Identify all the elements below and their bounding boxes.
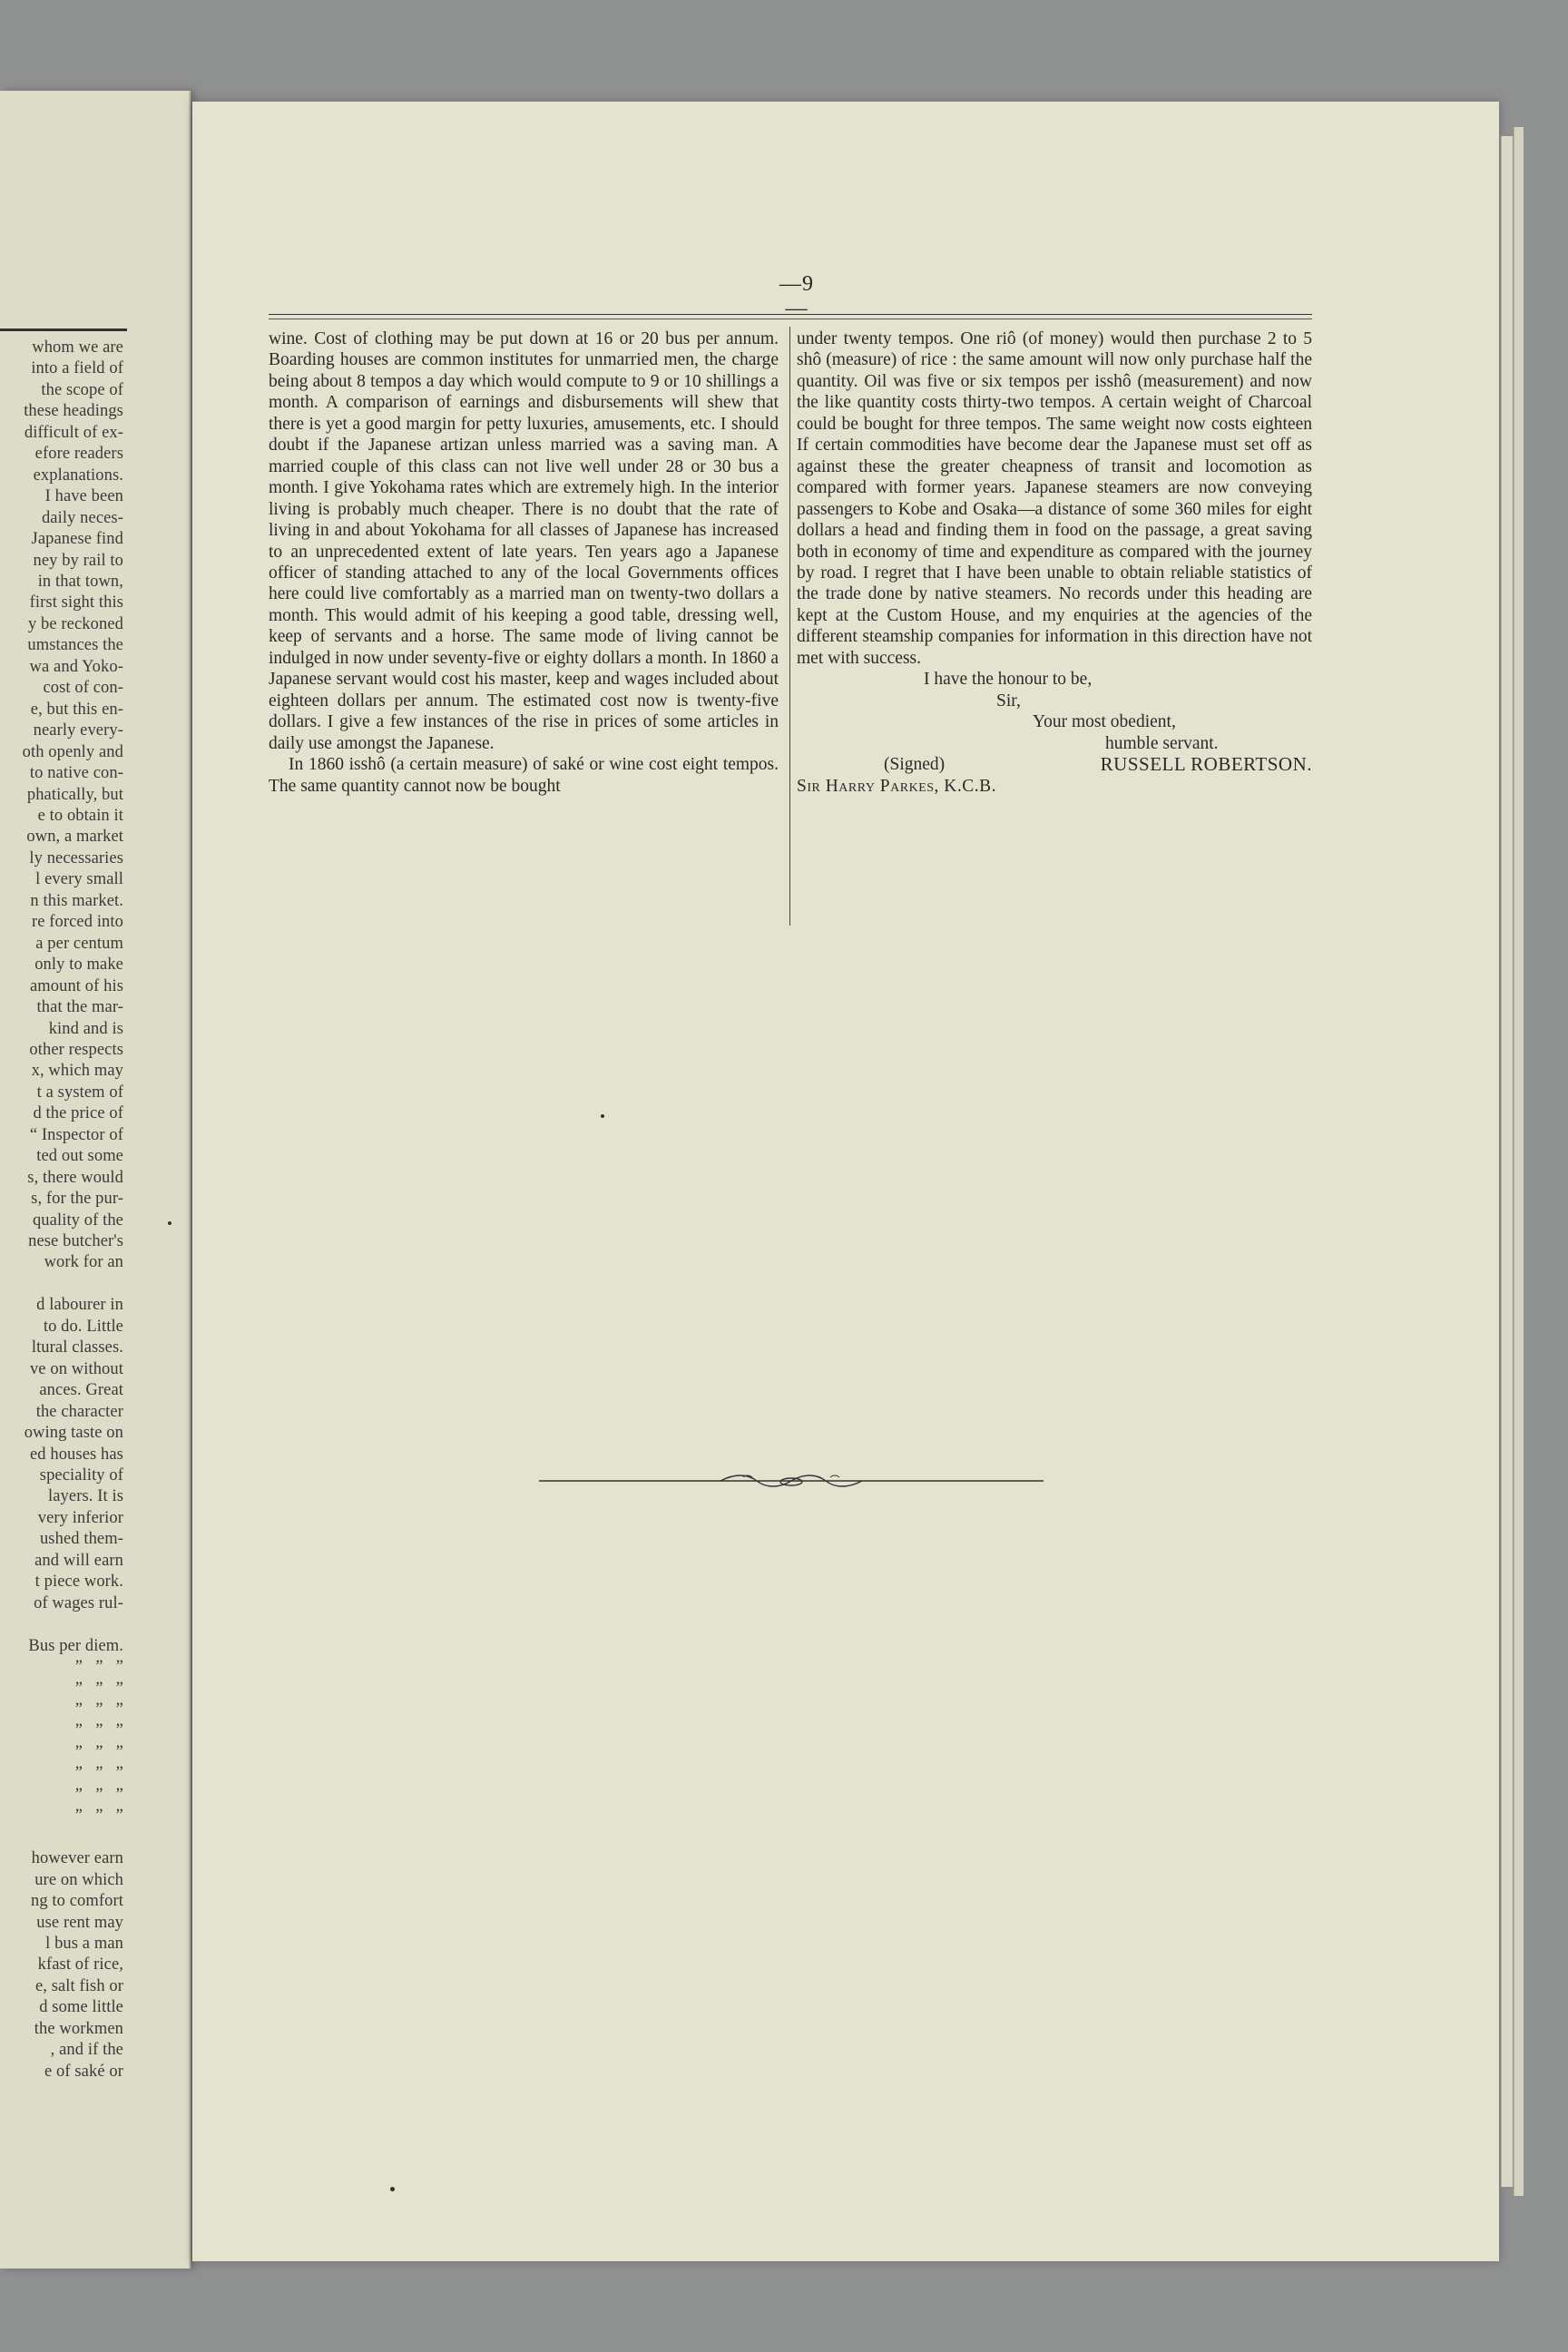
previous-page-line: l bus a man: [45, 1934, 123, 1953]
previous-page-line: that the mar-: [36, 998, 123, 1017]
previous-page-line: d some little: [39, 1998, 123, 2017]
previous-page-line: ure on which: [34, 1870, 123, 1889]
previous-page-line: kfast of rice,: [37, 1955, 123, 1975]
closing-sir: Sir,: [996, 691, 1021, 710]
previous-page-line: the workmen: [34, 2019, 123, 2038]
previous-page-line: s, for the pur-: [31, 1190, 123, 1209]
previous-page-line: x, which may: [31, 1062, 123, 1081]
previous-page-line: very inferior: [37, 1508, 123, 1527]
signed-label: (Signed): [884, 755, 946, 775]
previous-page-line: other respects: [29, 1040, 123, 1059]
previous-page-line: to do. Little: [43, 1317, 123, 1336]
previous-page-line: quality of the: [32, 1210, 123, 1230]
previous-page-line: the character: [35, 1402, 123, 1421]
previous-page-line: layers. It is: [48, 1487, 123, 1506]
previous-page-line: only to make: [34, 956, 123, 975]
previous-page-line: use rent may: [36, 1913, 123, 1932]
previous-page-line: [0, 1828, 123, 1848]
previous-page-line: daily neces-: [41, 508, 123, 527]
previous-page-line: ushed them-: [39, 1530, 123, 1549]
paper-speck: [601, 1114, 604, 1118]
previous-page-line: cost of con-: [43, 679, 123, 698]
previous-page-line: t a system of: [36, 1083, 123, 1102]
previous-page-line: difficult of ex-: [24, 423, 123, 442]
previous-page-line: [0, 1274, 123, 1295]
paragraph: In 1860 isshô (a certain measure) of saké or wine cost eight tempos. The same quantity cannot now be bought: [269, 755, 779, 796]
page-edge: [1514, 127, 1524, 2196]
previous-page-line: ted out some: [36, 1147, 123, 1166]
left-column: [269, 328, 779, 797]
letter-closing: [797, 669, 1312, 797]
header-rule-thin: [269, 318, 1312, 319]
previous-page-line: these headings: [24, 402, 123, 421]
previous-page-line: l every small: [35, 870, 123, 889]
previous-page-line: umstances the: [27, 636, 123, 655]
previous-page-line: nese butcher's: [28, 1232, 123, 1251]
previous-page-line: e, salt fish or: [34, 1976, 123, 1995]
previous-page-line: ve on without: [29, 1359, 123, 1378]
previous-page-fragment: [0, 91, 191, 2269]
previous-page-line: e, but this en-: [30, 700, 123, 719]
previous-page-line: owing taste on: [24, 1424, 123, 1443]
paper-speck: [168, 1221, 172, 1225]
page-number: —9—: [779, 272, 814, 320]
previous-page-line: ed houses has: [29, 1445, 123, 1464]
previous-page-line: work for an: [44, 1253, 123, 1272]
previous-page-line: and will earn: [34, 1551, 123, 1570]
previous-page-line: e of saké or: [44, 2062, 123, 2081]
previous-page-line: kind and is: [48, 1019, 123, 1038]
previous-page-line: speciality of: [39, 1466, 123, 1485]
previous-page-line: re forced into: [31, 913, 123, 932]
previous-page-line: first sight this: [29, 593, 123, 612]
previous-page-line: oth openly and: [22, 742, 123, 761]
closing-humble: humble servant.: [1105, 733, 1219, 753]
closing-obedient: Your most obedient,: [1033, 712, 1176, 732]
previous-page-line: ” ” ”: [74, 1700, 123, 1719]
previous-page-line: ” ” ”: [74, 1679, 123, 1698]
previous-page-line: a per centum: [35, 934, 123, 953]
previous-page-line: the scope of: [41, 380, 123, 399]
previous-page-line: ” ” ”: [74, 1721, 123, 1740]
paper-speck: [390, 2187, 395, 2191]
previous-page-line: ” ” ”: [74, 1807, 123, 1826]
previous-page-line: ” ” ”: [74, 1764, 123, 1783]
ornamental-divider: [539, 1470, 1044, 1492]
previous-page-line: efore readers: [34, 445, 123, 464]
previous-page-line: own, a market: [26, 828, 123, 847]
previous-page-line: e to obtain it: [37, 806, 123, 825]
paragraph: wine. Cost of clothing may be put down at 16 or 20 bus per annum. Boarding houses are common institutes for unmarried men, the charge being about 8 tempos a day which would compute to 9 or 10 shillings a month. A comparison of earnings and disbursements will shew that there is yet a good margin for petty luxuries, amusements, etc. I should doubt if the Japanese artizan unless married was a saving man. A married couple of this class can not live well under 28 or 30 bus a month. I give Yokohama rates which are extremely high. In the interior living is probably much cheaper. There is no doubt that the rate of living in and about Yokohama for all classes of Japanese has increased to an unprecedented extent of late years. Ten years ago a Japanese officer of standing attached to any of the local Governments offices here could live comfortably as a married man on twenty-two dollars a month. This would admit of his keeping a good table, dressing well, keep of servants and a horse. The same mode of living cannot be indulged in now under seventy-five or eighty dollars a month. In 1860 a Japanese servant would cost his master, keep and wages included about eighteen dollars per annum. The estimated cost now is twenty-five dollars. I give a few instances of the rise in prices of some articles in daily use amongst the Japanese.: [269, 329, 779, 753]
previous-page-line: ltural classes.: [31, 1338, 123, 1357]
previous-page-line: I have been: [44, 487, 123, 506]
previous-page-line: in that town,: [37, 572, 123, 591]
header-rule: [269, 314, 1312, 315]
closing-honour: I have the honour to be,: [924, 670, 1093, 690]
previous-page-line: to native con-: [29, 764, 123, 783]
previous-page-line: [0, 1614, 123, 1635]
previous-page-line: ng to comfort: [30, 1892, 123, 1911]
signatory-name: RUSSELL ROBERTSON.: [1100, 753, 1312, 776]
previous-page-line: explanations.: [33, 466, 123, 485]
previous-page-line: y be reckoned: [27, 614, 123, 633]
previous-page-line: ” ” ”: [74, 1785, 123, 1804]
signature-row: [797, 754, 1312, 775]
previous-page-rule: [0, 328, 127, 331]
previous-page-line: whom we are: [32, 338, 123, 357]
previous-page-line: n this market.: [30, 891, 123, 910]
previous-page-line: amount of his: [29, 976, 123, 995]
page-edge: [1501, 136, 1513, 2187]
previous-page-line: ney by rail to: [33, 551, 123, 570]
previous-page-line: into a field of: [31, 359, 123, 378]
previous-page-line: ” ” ”: [74, 1658, 123, 1677]
previous-page-line: ” ” ”: [74, 1742, 123, 1761]
paragraph: under twenty tempos. One riô (of money) would then purchase 2 to 5 shô (measure) of rice : the same amount will now only purchase half the quantity. Oil was five or six tempos per isshô (measurement) and now the like quantity costs thirty-two tempos. A certain weight of Charcoal could be bought for three tempos. The same weight now costs eighteen If certain commodities have become dear the Japanese must set off as against these the greater cheapness of transit and locomotion as compared with former years. Japanese steamers are now conveying passengers to Kobe and Osaka—a distance of some 360 miles for eight dollars a head and finding them in food on the passage, a great saving both in economy of time and expenditure as compared with the journey by road. I regret that I have been unable to obtain reliable statistics of the trade done by native steamers. No records under this heading are kept at the Custom House, and my enquiries at the agencies of the different steamship companies for information in this direction have not met with success.: [797, 329, 1312, 668]
right-column: [797, 328, 1312, 797]
previous-page-text: [0, 338, 123, 2082]
previous-page-line: nearly every-: [33, 721, 123, 740]
previous-page-line: Bus per diem.: [28, 1636, 123, 1655]
column-divider: [789, 327, 790, 926]
previous-page-line: d the price of: [33, 1104, 123, 1123]
previous-page-line: , and if the: [50, 2041, 123, 2060]
addressee: Sir Harry Parkes, K.C.B.: [797, 776, 997, 796]
previous-page-line: “ Inspector of: [29, 1125, 123, 1144]
previous-page-line: Japanese find: [31, 530, 123, 549]
previous-page-line: t piece work.: [34, 1573, 123, 1592]
previous-page-line: of wages rul-: [34, 1593, 123, 1612]
previous-page-line: s, there would: [27, 1168, 123, 1187]
previous-page-line: ly necessaries: [29, 848, 123, 867]
previous-page-line: wa and Yoko-: [29, 657, 123, 676]
previous-page-line: ances. Great: [39, 1381, 123, 1400]
previous-page-line: phatically, but: [26, 785, 123, 804]
previous-page-line: however earn: [31, 1849, 123, 1868]
previous-page-line: d labourer in: [36, 1296, 123, 1315]
